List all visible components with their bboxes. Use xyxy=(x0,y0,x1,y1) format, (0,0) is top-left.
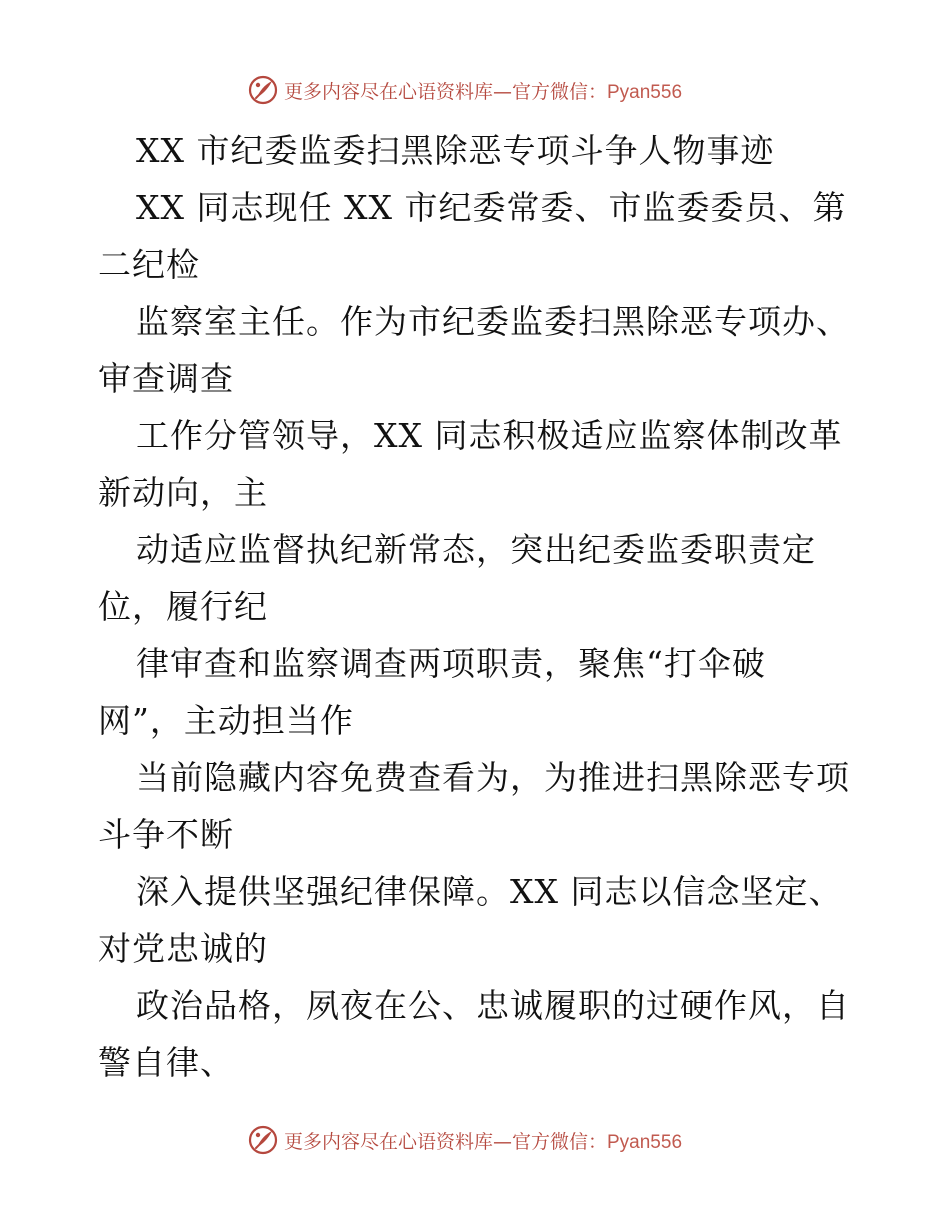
document-body xyxy=(98,122,858,1091)
paragraph-line: 网”，主动担当作 xyxy=(98,701,354,740)
footer-banner-content xyxy=(248,1125,682,1155)
paragraph-line: XX 同志现任 XX 市纪委常委、市监委委员、第 xyxy=(136,188,847,227)
document-title: XX 市纪委监委扫黑除恶专项斗争人物事迹 xyxy=(136,131,775,170)
paragraph-line: 二纪检 xyxy=(98,245,200,284)
paragraph-line: 警自律、 xyxy=(98,1043,234,1082)
paragraph-line: 新动向，主 xyxy=(98,473,268,512)
footer-banner xyxy=(0,1122,950,1158)
header-banner-content xyxy=(248,75,682,105)
paragraph-line: 斗争不断 xyxy=(98,815,234,854)
paragraph-line: 位，履行纪 xyxy=(98,587,268,626)
quill-logo-icon xyxy=(248,75,278,105)
paragraph-line: 监察室主任。作为市纪委监委扫黑除恶专项办、 xyxy=(136,302,850,341)
header-banner xyxy=(0,72,950,108)
footer-banner-text: 更多内容尽在心语资料库—官方微信：Pyan556 xyxy=(283,1130,683,1153)
paragraph-line: 动适应监督执纪新常态，突出纪委监委职责定 xyxy=(136,530,816,569)
paragraph-line: 深入提供坚强纪律保障。XX 同志以信念坚定、 xyxy=(136,872,843,911)
paragraph-line: 工作分管领导，XX 同志积极适应监察体制改革 xyxy=(136,416,843,455)
paragraph-line: 政治品格，夙夜在公、忠诚履职的过硬作风，自 xyxy=(136,986,850,1025)
paragraph-line: 律审查和监察调查两项职责，聚焦“打伞破 xyxy=(136,644,766,683)
header-banner-text: 更多内容尽在心语资料库—官方微信：Pyan556 xyxy=(283,80,683,103)
paragraph-line: 当前隐藏内容免费查看为，为推进扫黑除恶专项 xyxy=(136,758,850,797)
paragraph-line: 审查调查 xyxy=(98,359,234,398)
paragraph-line: 对党忠诚的 xyxy=(98,929,268,968)
quill-logo-icon xyxy=(248,1125,278,1155)
